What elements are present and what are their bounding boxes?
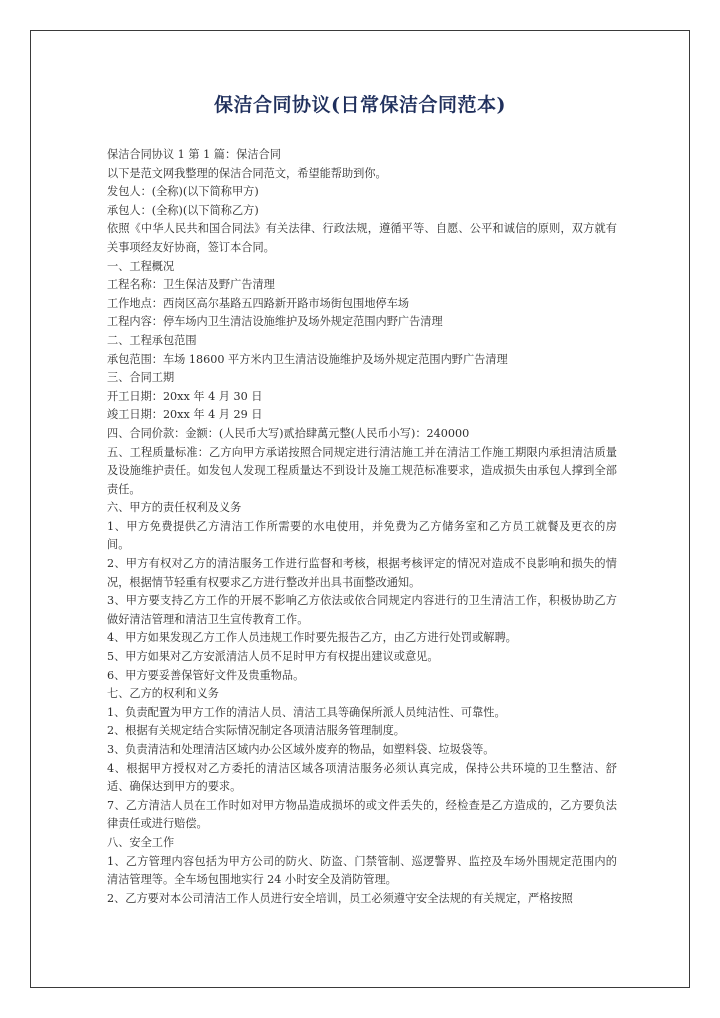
list-item: 3、负责清洁和处理清洁区域内办公区域外废弃的物品，如塑料袋、垃圾袋等。 — [107, 743, 495, 756]
paragraph-end-date: 竣工日期：20xx 年 4 月 29 日 — [107, 408, 263, 422]
list-item: 2、根据有关规定结合实际情况制定各项清洁服务管理制度。 — [107, 724, 405, 738]
section-heading-period: 三、合同工期 — [107, 371, 175, 385]
list-item: 7、乙方清洁人员在工作时如对甲方物品造成损坏的或文件丢失的，经检查是乙方造成的，乙方要负法律责任或进行赔偿。 — [107, 798, 617, 831]
paragraph-work-location: 工作地点：西岗区高尔基路五四路新开路市场街包围地停车场 — [107, 296, 410, 310]
section-heading-overview: 一、工程概况 — [107, 259, 175, 273]
paragraph-intro-heading: 保洁合同协议 1 第 1 篇：保洁合同 — [107, 148, 281, 161]
list-item: 4、甲方如果发现乙方工作人员违规工作时要先报告乙方，由乙方进行处罚或解聘。 — [107, 631, 517, 645]
paragraph-start-date: 开工日期：20xx 年 4 月 30 日 — [107, 389, 263, 403]
document-body — [107, 146, 617, 908]
paragraph-legal-basis: 依照《中华人民共和国合同法》有关法律、行政法规，遵循平等、自愿、公平和诚信的原则，双方就有关事项经友好协商，签订本合同。 — [107, 222, 617, 254]
list-item: 2、乙方要对本公司清洁工作人员进行安全培训，员工必须遵守安全法规的有关规定，严格按照 — [107, 891, 573, 905]
document-title: 保洁合同协议(日常保洁合同范本) — [214, 94, 506, 116]
paragraph-contract-price: 四、合同价款：金额：(人民币大写)贰拾肆萬元整(人民币小写)：240000 — [107, 426, 470, 440]
paragraph-work-content: 工程内容：停车场内卫生清洁设施维护及场外规定范围内野广告清理 — [107, 315, 443, 329]
section-heading-party-b: 七、乙方的权利和义务 — [107, 687, 219, 701]
section-heading-party-a: 六、甲方的责任权利及义务 — [107, 501, 242, 515]
paragraph-quality-standard: 五、工程质量标准：乙方向甲方承诺按照合同规定进行清洁施工并在清洁工作施工期限内承担清洁质量及设施维护责任。如发包人发现工程质量达不到设计及施工规范标准要求，造成损失由承包人撑到全部责任。 — [107, 445, 617, 496]
list-item: 3、甲方要支持乙方工作的开展不影响乙方依法或依合同规定内容进行的卫生清洁工作，积极协助乙方做好清洁管理和清洁卫生宣传教育工作。 — [107, 594, 617, 626]
paragraph-contractor-a: 发包人：(全称)(以下简称甲方) — [107, 185, 259, 199]
list-item: 2、甲方有权对乙方的清洁服务工作进行监督和考核，根据考核评定的情况对造成不良影响和损失的情况，根据情节轻重有权要求乙方进行整改并出具书面整改通知。 — [107, 557, 617, 589]
list-item: 4、根据甲方授权对乙方委托的清洁区域各项清洁服务必须认真完成，保持公共环境的卫生整洁、舒适、确保达到甲方的要求。 — [107, 761, 617, 794]
list-item: 1、乙方管理内容包括为甲方公司的防火、防盗、门禁管制、巡逻警界、监控及车场外围规定范围内的清洁管理等。全车场包围地实行 24 小时安全及消防管理。 — [107, 854, 617, 887]
paragraph-intro-text: 以下是范文网我整理的保洁合同范文，希望能帮助到你。 — [107, 166, 387, 180]
section-heading-scope: 二、工程承包范围 — [107, 333, 197, 347]
list-item: 6、甲方要妥善保管好文件及贵重物品。 — [107, 668, 305, 682]
list-item: 1、甲方免费提供乙方清洁工作所需要的水电使用，并免费为乙方储务室和乙方员工就餐及更衣的房间。 — [107, 519, 617, 552]
paragraph-contractor-b: 承包人：(全称)(以下简称乙方) — [107, 203, 259, 217]
list-item: 5、甲方如果对乙方安派清洁人员不足时甲方有权提出建议或意见。 — [107, 650, 439, 664]
list-item: 1、负责配置为甲方工作的清洁人员、清洁工具等确保所派人员纯洁性、可靠性。 — [107, 705, 506, 719]
paragraph-project-name: 工程名称：卫生保洁及野广告清理 — [107, 278, 275, 292]
paragraph-scope: 承包范围：车场 18600 平方米内卫生清洁设施维护及场外规定范围内野广告清理 — [107, 352, 508, 366]
section-heading-safety: 八、安全工作 — [107, 835, 175, 849]
